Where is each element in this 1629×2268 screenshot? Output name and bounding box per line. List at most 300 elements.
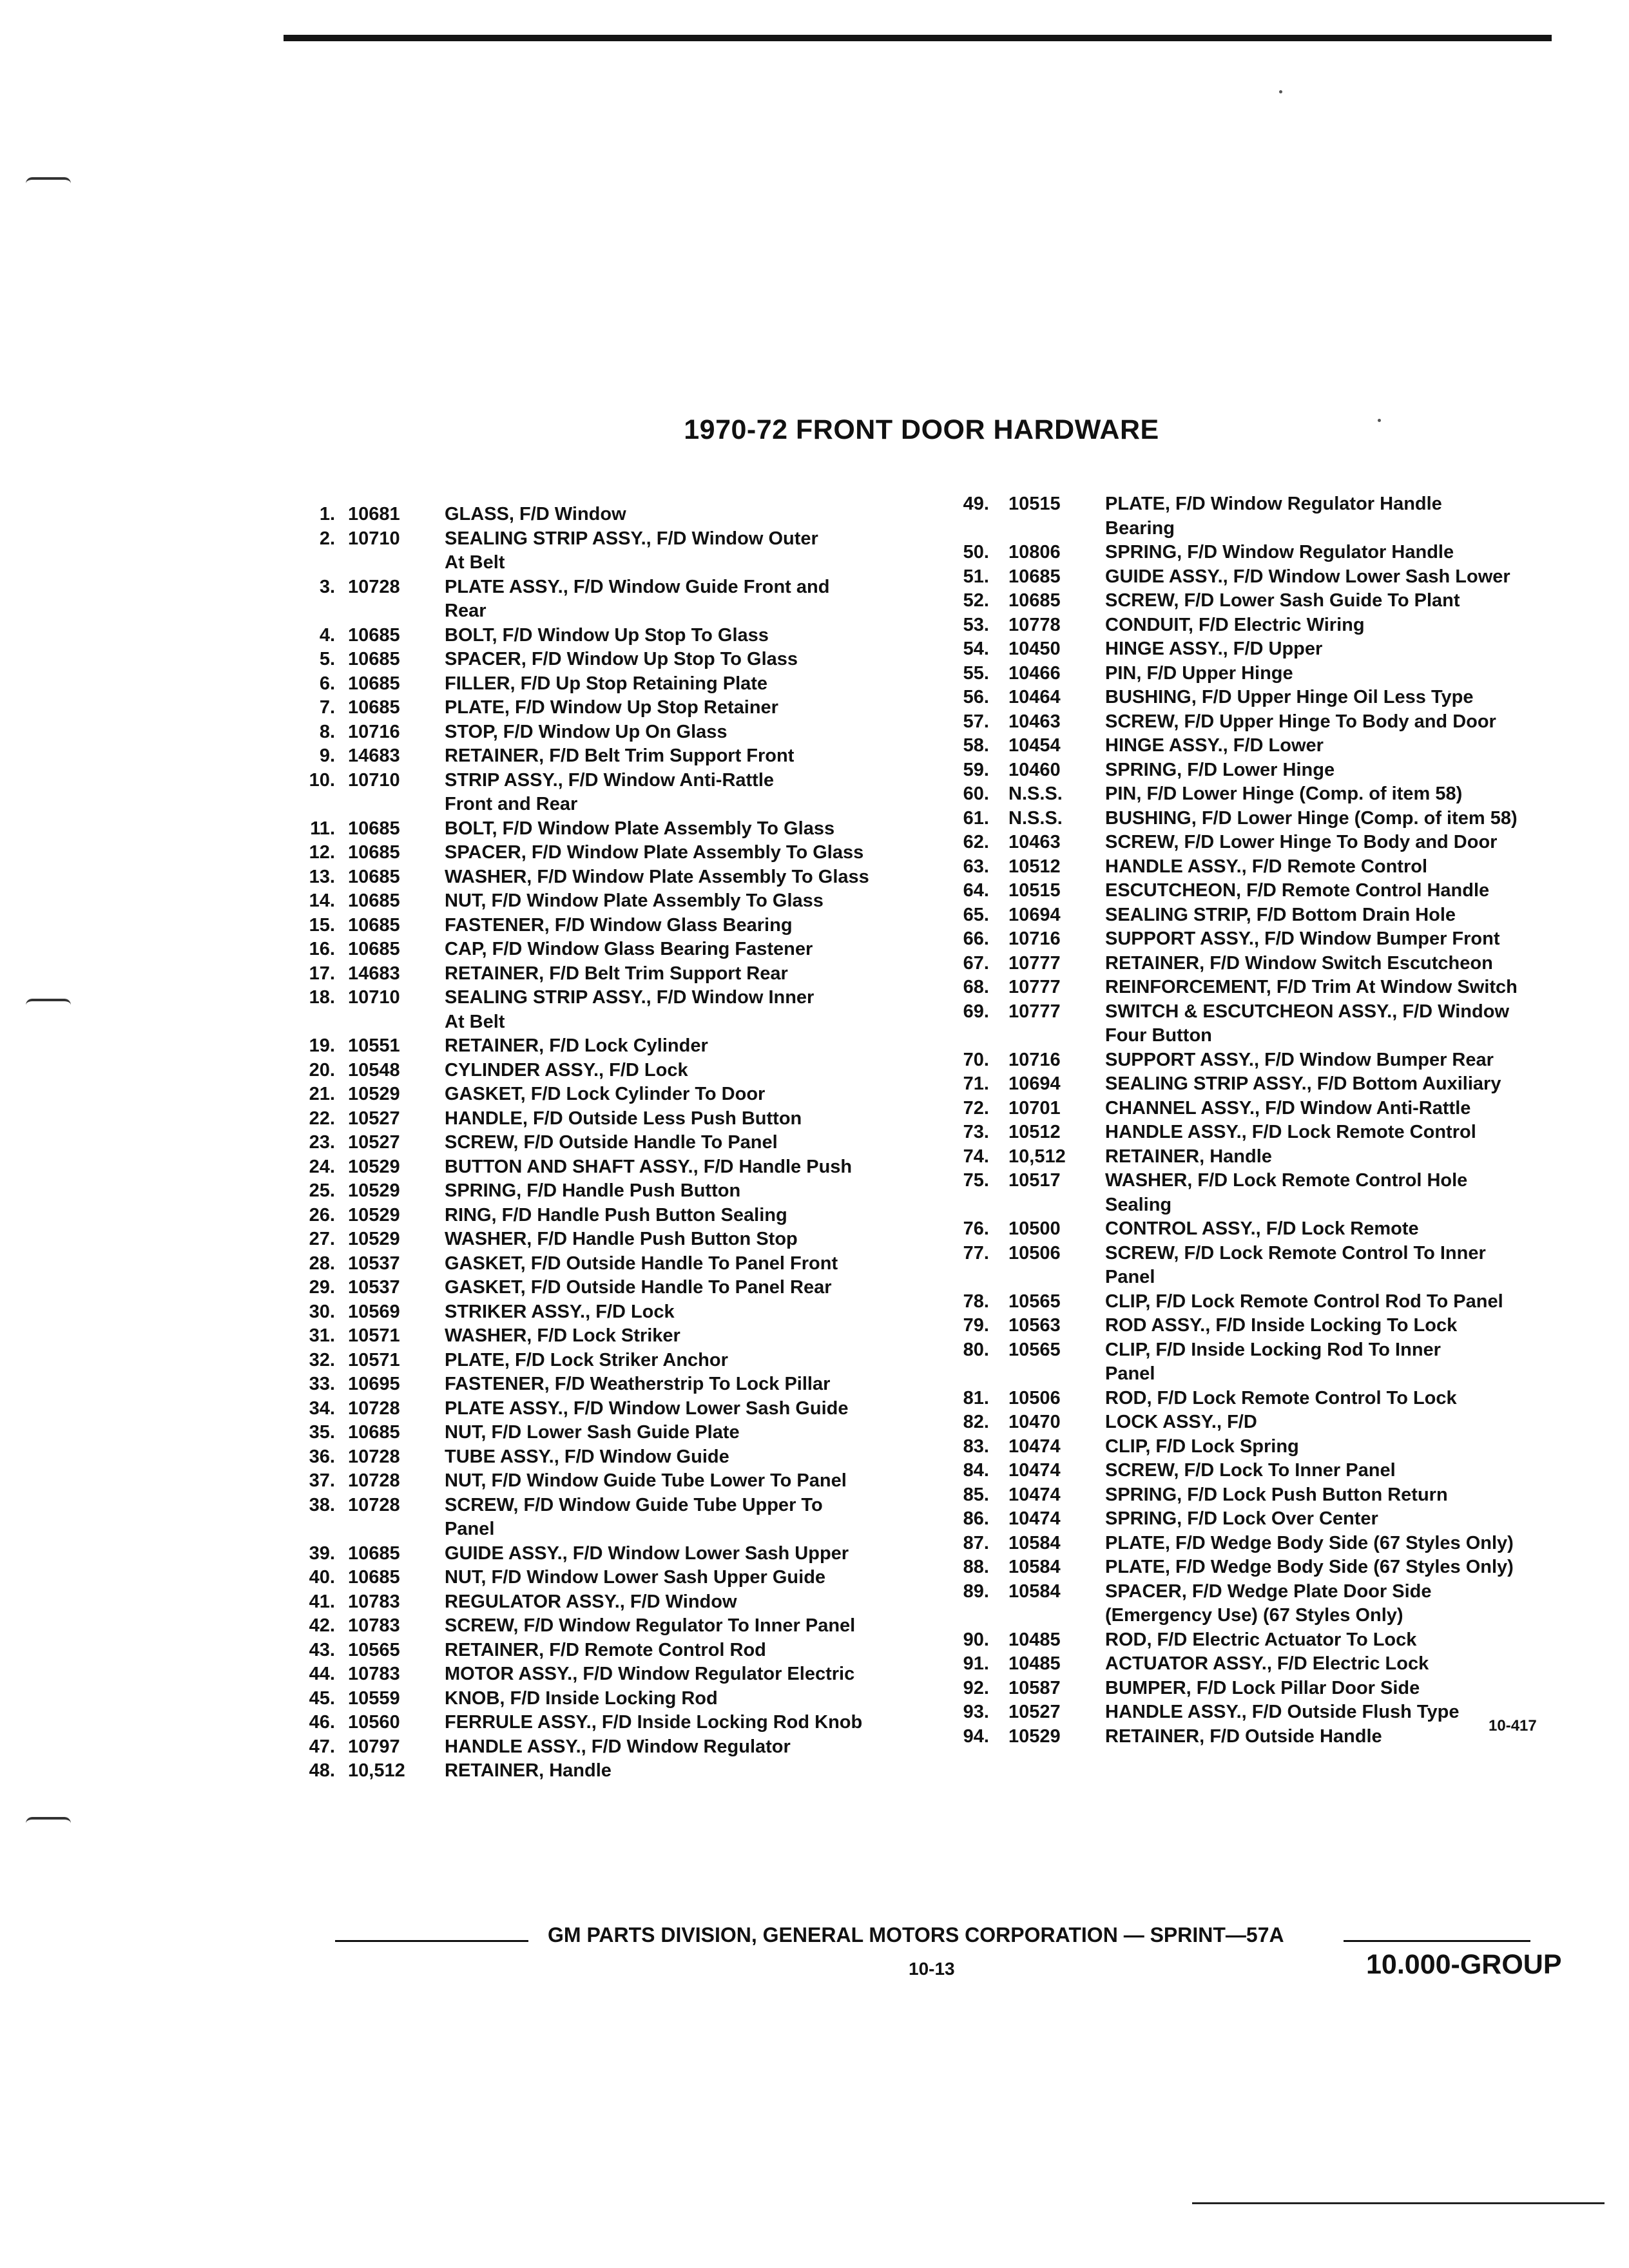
parts-list-item [944, 855, 1595, 879]
item-number: 63. [963, 856, 989, 877]
description-line: BOLT, F/D Window Plate Assembly To Glass [445, 818, 835, 839]
part-number: 10565 [1008, 1291, 1061, 1312]
parts-list-item [290, 1590, 934, 1615]
item-description [445, 1107, 934, 1131]
item-description [1105, 1555, 1595, 1580]
item-number: 85. [963, 1484, 989, 1505]
description-line: NUT, F/D Window Guide Tube Lower To Panel [445, 1470, 847, 1491]
item-number: 49. [963, 494, 989, 514]
item-description [1105, 1120, 1595, 1145]
description-line: FERRULE ASSY., F/D Inside Locking Rod Knob [445, 1712, 863, 1733]
item-description [445, 1711, 934, 1735]
description-line: FASTENER, F/D Window Glass Bearing [445, 914, 793, 936]
item-description [445, 1566, 934, 1590]
parts-list-item [290, 914, 934, 938]
item-number: 3. [319, 576, 335, 597]
item-description [1105, 1652, 1595, 1677]
description-line: PLATE ASSY., F/D Window Guide Front and [445, 576, 830, 597]
part-number: 10728 [348, 1470, 400, 1491]
part-number: 10463 [1008, 832, 1061, 852]
parts-list-item [290, 1614, 934, 1639]
part-number: 10695 [348, 1374, 400, 1394]
margin-mark [26, 999, 71, 1005]
part-number: 10685 [348, 624, 400, 646]
item-description [1105, 613, 1595, 638]
part-number: 10529 [348, 1229, 400, 1249]
parts-list-item [290, 1397, 934, 1421]
part-number: 10529 [348, 1204, 400, 1225]
part-number: 10474 [1008, 1460, 1061, 1481]
item-number: 62. [963, 832, 989, 852]
part-number: 10728 [348, 576, 400, 597]
item-number: 90. [963, 1629, 989, 1650]
item-number: 38. [309, 1494, 335, 1515]
item-number: 47. [309, 1736, 335, 1757]
description-line: SWITCH & ESCUTCHEON ASSY., F/D Window [1105, 1001, 1509, 1022]
description-line: PLATE ASSY., F/D Window Lower Sash Guide [445, 1398, 849, 1419]
part-number: 10474 [1008, 1484, 1061, 1505]
part-number: 10681 [348, 504, 400, 524]
item-description [1105, 492, 1595, 541]
item-number: 55. [963, 662, 989, 684]
item-number: 7. [319, 697, 335, 718]
item-description [445, 1034, 934, 1059]
parts-list-item [290, 937, 934, 962]
parts-list-item [290, 624, 934, 648]
item-number: 75. [963, 1170, 989, 1191]
item-description [1105, 1628, 1595, 1653]
description-line: Front and Rear [445, 794, 578, 814]
part-number: 10777 [1008, 952, 1061, 974]
item-number: 1. [319, 504, 335, 524]
part-number: 10571 [348, 1325, 400, 1346]
item-number: 19. [309, 1035, 335, 1056]
description-line: SUPPORT ASSY., F/D Window Bumper Front [1105, 928, 1500, 949]
part-number: 10512 [1008, 856, 1061, 877]
item-number: 33. [309, 1374, 335, 1394]
item-description [1105, 1387, 1595, 1411]
item-description [1105, 686, 1595, 710]
item-number: 12. [309, 842, 335, 863]
item-description [445, 1179, 934, 1204]
item-description [445, 1759, 934, 1783]
parts-list-item [290, 1131, 934, 1155]
parts-list-item [290, 672, 934, 697]
item-description [1105, 1580, 1595, 1628]
item-description [1105, 903, 1595, 928]
parts-list-item [944, 831, 1595, 855]
part-number: 10464 [1008, 687, 1061, 707]
part-number: 10537 [348, 1253, 400, 1274]
item-number: 37. [309, 1470, 335, 1491]
parts-list-item [290, 817, 934, 841]
description-line: HANDLE ASSY., F/D Outside Flush Type [1105, 1702, 1460, 1722]
item-description [445, 889, 934, 914]
parts-list-item [944, 1507, 1595, 1532]
item-number: 8. [319, 721, 335, 742]
parts-list-item [944, 1314, 1595, 1338]
part-number: 10485 [1008, 1653, 1061, 1674]
part-number: 10685 [348, 866, 400, 887]
item-description [445, 1687, 934, 1711]
item-description [1105, 831, 1595, 855]
speck [1279, 90, 1282, 93]
description-line: NUT, F/D Window Plate Assembly To Glass [445, 890, 824, 911]
parts-list-item [944, 975, 1595, 1000]
parts-list-item [944, 1555, 1595, 1580]
item-description [445, 769, 934, 817]
item-description [445, 1372, 934, 1397]
description-line: SPACER, F/D Window Plate Assembly To Glass [445, 842, 864, 863]
item-number: 31. [309, 1325, 335, 1346]
description-line: SCREW, F/D Lower Hinge To Body and Door [1105, 832, 1498, 852]
item-description [445, 1155, 934, 1180]
item-number: 79. [963, 1315, 989, 1336]
parts-list-item [944, 1217, 1595, 1242]
part-number: 10710 [348, 769, 400, 791]
item-number: 34. [309, 1398, 335, 1419]
part-number: 10537 [348, 1277, 400, 1298]
part-number: 10470 [1008, 1412, 1061, 1432]
parts-list-item [944, 1435, 1595, 1459]
item-number: 67. [963, 952, 989, 974]
item-number: 73. [963, 1122, 989, 1142]
parts-list-item [944, 734, 1595, 758]
description-line: Bearing [1105, 517, 1175, 539]
item-description [1105, 1410, 1595, 1435]
item-number: 77. [963, 1242, 989, 1264]
parts-list-item [290, 1566, 934, 1590]
parts-list-item [290, 1662, 934, 1687]
item-description [1105, 1459, 1595, 1483]
item-number: 82. [963, 1412, 989, 1432]
parts-list-item [290, 865, 934, 890]
parts-list-item [944, 1097, 1595, 1121]
item-number: 74. [963, 1146, 989, 1167]
parts-list-item [944, 710, 1595, 735]
parts-list-item [290, 1082, 934, 1107]
item-number: 40. [309, 1567, 335, 1588]
description-line: WASHER, F/D Window Plate Assembly To Glass [445, 866, 869, 887]
part-number: 10587 [1008, 1677, 1061, 1698]
description-line: BUMPER, F/D Lock Pillar Door Side [1105, 1677, 1420, 1698]
description-line: At Belt [445, 1011, 505, 1032]
item-description [1105, 782, 1595, 807]
part-number: 10512 [1008, 1122, 1061, 1142]
item-description [445, 986, 934, 1034]
description-line: CONDUIT, F/D Electric Wiring [1105, 614, 1365, 635]
parts-list-item [290, 889, 934, 914]
item-number: 11. [310, 818, 335, 839]
description-line: REGULATOR ASSY., F/D Window [445, 1591, 737, 1612]
parts-list-item [290, 1276, 934, 1300]
item-description [445, 1639, 934, 1663]
item-description [445, 1662, 934, 1687]
description-line: Four Button [1105, 1025, 1212, 1046]
part-number: 10571 [348, 1349, 400, 1370]
item-description [445, 1397, 934, 1421]
description-line: LOCK ASSY., F/D [1105, 1412, 1257, 1432]
part-number: 10685 [348, 649, 400, 669]
item-number: 94. [963, 1725, 989, 1747]
parts-list-item [290, 1034, 934, 1059]
item-number: 18. [309, 987, 335, 1008]
parts-list-item [944, 1169, 1595, 1217]
item-description [1105, 637, 1595, 662]
parts-list-item [944, 927, 1595, 952]
item-number: 32. [309, 1349, 335, 1370]
description-line: RETAINER, F/D Belt Trim Support Rear [445, 963, 788, 984]
parts-list-item [944, 637, 1595, 662]
item-description [1105, 975, 1595, 1000]
description-line: WASHER, F/D Handle Push Button Stop [445, 1229, 798, 1249]
item-description [445, 1252, 934, 1276]
item-number: 93. [963, 1702, 989, 1722]
item-description [445, 720, 934, 745]
parts-list-item [944, 1652, 1595, 1677]
part-number: 10527 [1008, 1702, 1061, 1722]
part-number: 10694 [1008, 1073, 1061, 1094]
parts-list-item [290, 1542, 934, 1566]
description-line: KNOB, F/D Inside Locking Rod [445, 1687, 718, 1709]
item-number: 81. [963, 1387, 989, 1408]
item-number: 26. [309, 1204, 335, 1225]
footer-rule [335, 1940, 528, 1942]
item-description [445, 1542, 934, 1566]
part-number: 10797 [348, 1736, 400, 1757]
part-number: 10685 [348, 1422, 400, 1443]
item-number: 23. [309, 1132, 335, 1153]
description-line: SCREW, F/D Lower Sash Guide To Plant [1105, 590, 1460, 611]
part-number: 10559 [348, 1687, 400, 1709]
item-number: 53. [963, 614, 989, 635]
description-line: WASHER, F/D Lock Remote Control Hole [1105, 1170, 1468, 1191]
description-line: RETAINER, Handle [445, 1760, 612, 1781]
item-description [445, 914, 934, 938]
description-line: SCREW, F/D Upper Hinge To Body and Door [1105, 711, 1496, 732]
part-number: 10517 [1008, 1170, 1061, 1191]
description-line: SEALING STRIP ASSY., F/D Window Outer [445, 528, 818, 549]
parts-list-item [944, 1242, 1595, 1290]
parts-list-item [290, 503, 934, 527]
parts-list-item [944, 1338, 1595, 1387]
item-description [445, 1204, 934, 1228]
parts-list-item [290, 1324, 934, 1349]
item-description [445, 1469, 934, 1494]
description-line: SCREW, F/D Lock To Inner Panel [1105, 1460, 1396, 1481]
item-number: 86. [963, 1508, 989, 1529]
part-number: 10783 [348, 1615, 400, 1636]
item-number: 2. [319, 528, 335, 549]
item-number: 24. [309, 1156, 335, 1177]
item-number: 83. [963, 1436, 989, 1457]
description-line: GUIDE ASSY., F/D Window Lower Sash Upper [445, 1542, 849, 1564]
description-line: ACTUATOR ASSY., F/D Electric Lock [1105, 1653, 1429, 1674]
part-number: 10685 [348, 1567, 400, 1588]
item-number: 25. [309, 1180, 335, 1201]
item-description [445, 1614, 934, 1639]
parts-list-item [944, 1410, 1595, 1435]
item-number: 59. [963, 759, 989, 780]
description-line: NUT, F/D Window Lower Sash Upper Guide [445, 1567, 826, 1588]
item-number: 29. [309, 1277, 335, 1298]
item-description [1105, 1242, 1595, 1290]
part-number: 10728 [348, 1446, 400, 1467]
description-line: CHANNEL ASSY., F/D Window Anti-Rattle [1105, 1097, 1471, 1119]
description-line: SPACER, F/D Wedge Plate Door Side [1105, 1581, 1432, 1602]
part-number: 10450 [1008, 639, 1061, 659]
item-number: 89. [963, 1581, 989, 1602]
description-line: SPRING, F/D Lower Hinge [1105, 759, 1335, 780]
item-number: 39. [309, 1542, 335, 1564]
description-line: ESCUTCHEON, F/D Remote Control Handle [1105, 880, 1490, 901]
part-number: 10685 [348, 890, 400, 911]
item-number: 48. [309, 1760, 335, 1781]
item-number: 21. [309, 1084, 335, 1104]
part-number: 10454 [1008, 735, 1061, 756]
part-number: 10551 [348, 1035, 400, 1056]
item-description [445, 503, 934, 527]
parts-list-item [290, 720, 934, 745]
parts-list-item [944, 1483, 1595, 1508]
parts-list-item [290, 527, 934, 575]
part-number: 10565 [348, 1639, 400, 1660]
part-number: 10515 [1008, 494, 1061, 514]
description-line: HANDLE ASSY., F/D Window Regulator [445, 1736, 791, 1757]
parts-list-item [290, 1227, 934, 1252]
parts-list-item [944, 879, 1595, 903]
item-description [445, 841, 934, 865]
part-number: 10460 [1008, 759, 1061, 780]
parts-list-item [944, 952, 1595, 976]
item-description [445, 696, 934, 720]
part-number: 10716 [1008, 928, 1061, 949]
description-line: SEALING STRIP ASSY., F/D Window Inner [445, 987, 815, 1008]
parts-list-item [944, 565, 1595, 590]
part-number: 10506 [1008, 1387, 1061, 1408]
parts-list-item [944, 541, 1595, 565]
item-number: 61. [963, 807, 989, 829]
description-line: SCREW, F/D Window Guide Tube Upper To [445, 1494, 823, 1515]
parts-list-item [290, 575, 934, 624]
part-number: 10783 [348, 1591, 400, 1612]
item-number: 92. [963, 1677, 989, 1698]
part-number: 10685 [348, 673, 400, 694]
figure-reference: 10-417 [1489, 1717, 1537, 1735]
item-number: 46. [309, 1712, 335, 1733]
part-number: 10685 [348, 939, 400, 959]
parts-list-item [290, 1349, 934, 1373]
item-description [1105, 1169, 1595, 1217]
item-description [1105, 1097, 1595, 1121]
item-description [445, 865, 934, 890]
item-description [445, 1059, 934, 1083]
part-number: 10701 [1008, 1097, 1061, 1119]
item-description [1105, 952, 1595, 976]
item-number: 36. [309, 1446, 335, 1467]
part-number: 10565 [1008, 1339, 1061, 1360]
part-number: 10466 [1008, 662, 1061, 684]
description-line: PLATE, F/D Lock Striker Anchor [445, 1349, 728, 1370]
description-line: CONTROL ASSY., F/D Lock Remote [1105, 1218, 1419, 1239]
description-line: ROD, F/D Lock Remote Control To Lock [1105, 1387, 1457, 1408]
part-number: 10777 [1008, 1001, 1061, 1022]
parts-list-item [290, 841, 934, 865]
item-description [1105, 734, 1595, 758]
group-label: 10.000-GROUP [1366, 1949, 1562, 1980]
description-line: RING, F/D Handle Push Button Sealing [445, 1204, 787, 1225]
item-number: 6. [319, 673, 335, 694]
description-line: RETAINER, F/D Lock Cylinder [445, 1035, 708, 1056]
parts-list-item [290, 1445, 934, 1470]
item-description [1105, 807, 1595, 831]
item-number: 17. [309, 963, 335, 984]
item-number: 60. [963, 783, 989, 804]
description-line: GASKET, F/D Outside Handle To Panel Rear [445, 1277, 832, 1298]
item-number: 66. [963, 928, 989, 949]
description-line: PLATE, F/D Window Up Stop Retainer [445, 697, 778, 718]
item-number: 22. [309, 1108, 335, 1129]
parts-list-item [944, 1677, 1595, 1701]
description-line: TUBE ASSY., F/D Window Guide [445, 1446, 729, 1467]
description-line: PLATE, F/D Window Regulator Handle [1105, 494, 1442, 514]
item-number: 69. [963, 1001, 989, 1022]
description-line: HINGE ASSY., F/D Lower [1105, 735, 1324, 756]
item-description [445, 744, 934, 769]
part-number: 10569 [348, 1301, 400, 1322]
item-number: 10. [309, 769, 335, 791]
part-number: 10685 [348, 818, 400, 839]
description-line: HANDLE ASSY., F/D Lock Remote Control [1105, 1122, 1476, 1142]
item-description [1105, 1483, 1595, 1508]
description-line: GLASS, F/D Window [445, 504, 626, 524]
parts-list-right [944, 492, 1595, 1749]
parts-list-item [290, 1179, 934, 1204]
item-number: 15. [309, 914, 335, 936]
item-description [445, 672, 934, 697]
item-description [1105, 1338, 1595, 1387]
item-description [1105, 855, 1595, 879]
part-number: 10563 [1008, 1315, 1061, 1336]
description-line: PLATE, F/D Wedge Body Side (67 Styles Only) [1105, 1557, 1514, 1577]
part-number: 10716 [1008, 1049, 1061, 1070]
item-description [1105, 1435, 1595, 1459]
description-line: GASKET, F/D Outside Handle To Panel Front [445, 1253, 838, 1274]
parts-list-item [944, 1580, 1595, 1628]
item-description [1105, 927, 1595, 952]
description-line: SEALING STRIP, F/D Bottom Drain Hole [1105, 904, 1456, 925]
item-description [445, 1276, 934, 1300]
description-line: SPACER, F/D Window Up Stop To Glass [445, 649, 798, 669]
part-number: 10474 [1008, 1436, 1061, 1457]
item-description [1105, 758, 1595, 783]
part-number: 10474 [1008, 1508, 1061, 1529]
description-line: SCREW, F/D Outside Handle To Panel [445, 1132, 778, 1153]
top-rule [284, 35, 1552, 41]
part-number: 10728 [348, 1494, 400, 1515]
description-line: STRIKER ASSY., F/D Lock [445, 1301, 675, 1322]
item-number: 43. [309, 1639, 335, 1660]
description-line: CLIP, F/D Inside Locking Rod To Inner [1105, 1339, 1441, 1360]
description-line: SCREW, F/D Lock Remote Control To Inner [1105, 1242, 1486, 1264]
description-line: RETAINER, Handle [1105, 1146, 1272, 1167]
item-number: 52. [963, 590, 989, 611]
part-number: 10527 [348, 1132, 400, 1153]
parts-list-item [290, 1107, 934, 1131]
parts-list-item [290, 1639, 934, 1663]
description-line: SPRING, F/D Lock Over Center [1105, 1508, 1378, 1529]
item-number: 4. [319, 624, 335, 646]
